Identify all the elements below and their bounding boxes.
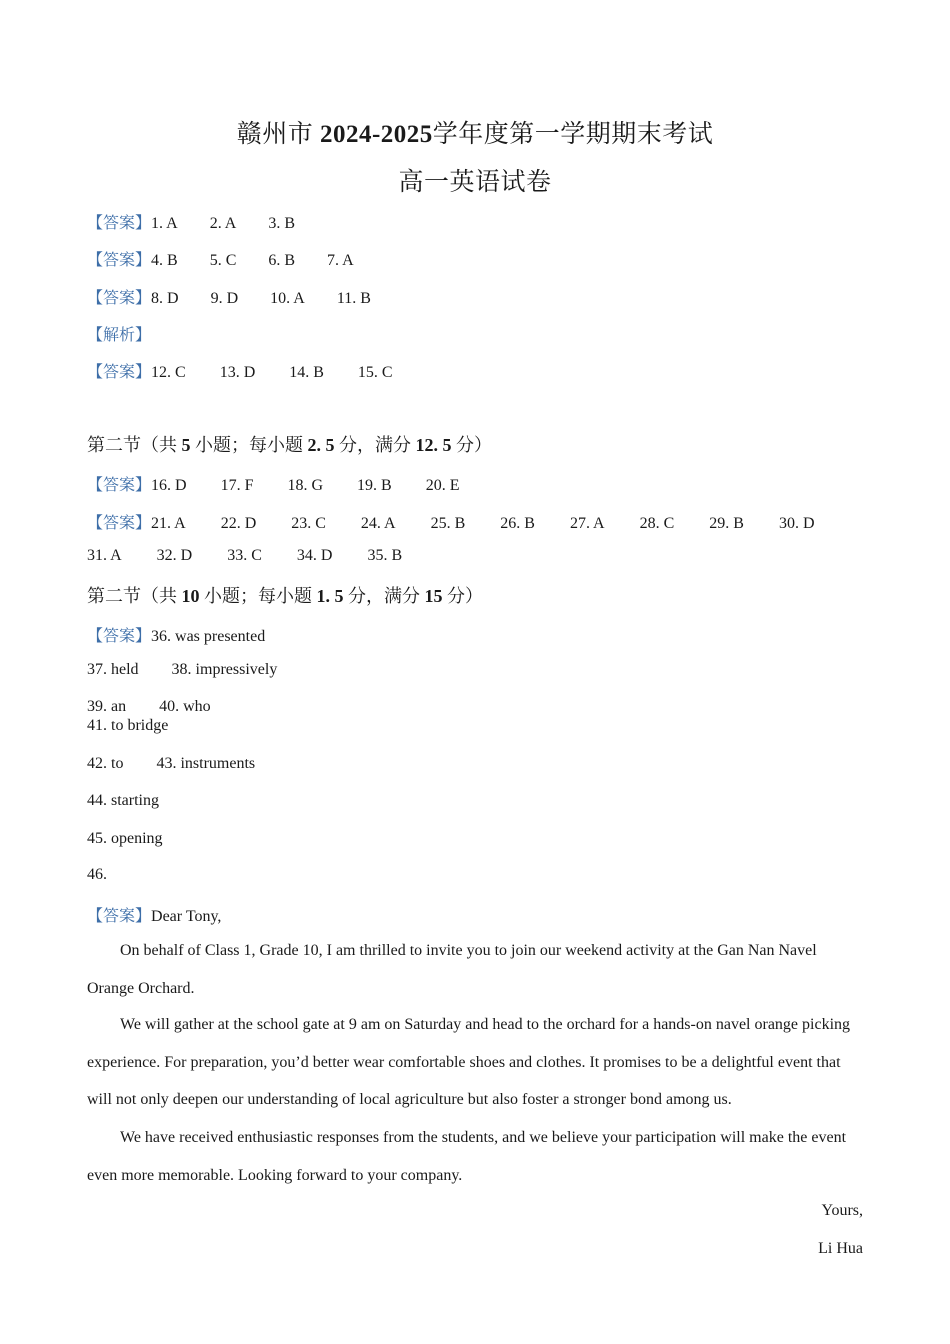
letter-greeting-row (87, 903, 221, 926)
answer-row-7 (87, 547, 402, 565)
answer-item: 13. D (219, 364, 256, 381)
answer-item: 7. A (327, 252, 354, 269)
answer-item: 18. G (287, 477, 324, 494)
answer-item: 2. A (209, 215, 237, 232)
answer-item: 36. was presented (151, 628, 266, 645)
answer-item: 25. B (430, 515, 466, 532)
answer-tag: 【答案】 (87, 515, 152, 532)
answer-tag: 【答案】 (87, 908, 152, 925)
answer-item: 35. B (367, 547, 403, 564)
answer-row-2 (87, 247, 354, 270)
answer-item: 28. C (639, 515, 675, 532)
section-score: 1. 5 (316, 586, 344, 606)
answer-item: 1. A (151, 215, 178, 232)
answer-item: 40. who (159, 698, 211, 715)
answer-tag: 【答案】 (87, 364, 152, 381)
section-heading-1 (87, 431, 492, 457)
analysis-row (87, 322, 151, 345)
section-text: 分） (456, 435, 492, 455)
answer-item: 38. impressively (171, 661, 278, 678)
answer-item: 43. instruments (156, 755, 256, 772)
section-text: 分） (447, 586, 483, 606)
title-year: 2024-2025 (319, 121, 433, 148)
answer-item: 33. C (227, 547, 262, 564)
answer-item: 32. D (156, 547, 193, 564)
answer-item: 16. D (151, 477, 187, 494)
exam-title (0, 114, 950, 150)
answer-row-6 (87, 510, 815, 533)
answer-item: 19. B (357, 477, 392, 494)
section-heading-2 (87, 582, 483, 608)
letter-closing: Yours, (821, 1202, 863, 1219)
answer-item: 42. to (87, 755, 124, 772)
title-city: 赣州市 (236, 121, 314, 148)
title-rest: 学年度第一学期期末考试 (432, 121, 714, 148)
answer-item: 12. C (151, 364, 186, 381)
section-text: 小题；每小题 (204, 586, 312, 606)
section-total: 12. 5 (415, 435, 452, 455)
answer-item: 6. B (268, 252, 296, 269)
grammar-row-1 (87, 623, 265, 646)
grammar-row-6: 44. starting (87, 792, 159, 809)
letter-paragraph-3: We have received enthusiastic responses from the students, and we believe your participation will make the event even more memorable. Looking forward to your company. (87, 1129, 847, 1184)
answer-tag: 【答案】 (87, 628, 152, 645)
exam-subtitle: 高一英语试卷 (398, 169, 552, 196)
answer-row-4 (87, 359, 393, 382)
answer-row-5 (87, 472, 460, 495)
answer-item: 10. A (270, 290, 305, 307)
letter-greeting: Dear Tony, (151, 908, 222, 925)
letter-paragraph-1: On behalf of Class 1, Grade 10, I am thrilled to invite you to join our weekend activity at the Gan Nan Navel Orange Orchard. (87, 942, 817, 997)
section-text: 分，满分 (348, 586, 420, 606)
answer-item: 4. B (151, 252, 178, 269)
answer-row-1 (87, 210, 295, 233)
answer-item: 27. A (569, 515, 605, 532)
section-text: 分，满分 (339, 435, 411, 455)
answer-item: 17. F (220, 477, 254, 494)
section-count: 5 (181, 435, 191, 455)
answer-item: 29. B (709, 515, 744, 532)
grammar-row-3 (87, 698, 211, 716)
grammar-row-8: 46. (87, 866, 107, 883)
answer-item: 34. D (296, 547, 333, 564)
grammar-row-5 (87, 755, 255, 773)
answer-tag: 【答案】 (87, 290, 152, 307)
section-text: 第二节（共 (87, 435, 177, 455)
answer-row-3 (87, 285, 371, 308)
analysis-tag: 【解析】 (87, 327, 152, 344)
answer-item: 37. held (87, 661, 139, 678)
answer-item: 24. A (360, 515, 396, 532)
grammar-row-2 (87, 661, 277, 679)
answer-item: 22. D (220, 515, 257, 532)
section-score: 2. 5 (307, 435, 335, 455)
answer-item: 11. B (336, 290, 371, 307)
answer-tag: 【答案】 (87, 477, 152, 494)
letter-paragraph-2: We will gather at the school gate at 9 am on Saturday and head to the orchard for a hands-on navel orange picking experience. For preparation, you’d better wear comfortable shoes and clothes. It promises to be a delightful event that will not only deepen our understanding of local agriculture but also foster a stronger bond among us. (87, 1016, 851, 1108)
grammar-row-4: 41. to bridge (87, 717, 169, 734)
answer-item: 5. C (209, 252, 237, 269)
grammar-row-7: 45. opening (87, 830, 163, 847)
answer-tag: 【答案】 (87, 215, 152, 232)
answer-item: 30. D (778, 515, 815, 532)
answer-item: 9. D (210, 290, 239, 307)
section-text: 小题；每小题 (195, 435, 303, 455)
answer-item: 23. C (291, 515, 326, 532)
section-count: 10 (181, 586, 200, 606)
answer-item: 14. B (289, 364, 324, 381)
answer-item: 26. B (500, 515, 535, 532)
letter-signature: Li Hua (818, 1240, 863, 1257)
section-text: 第二节（共 (87, 586, 177, 606)
answer-tag: 【答案】 (87, 252, 152, 269)
answer-item: 31. A (87, 547, 122, 564)
answer-item: 3. B (268, 215, 296, 232)
answer-item: 20. E (425, 477, 460, 494)
answer-item: 39. an (87, 698, 127, 715)
answer-item: 21. A (151, 515, 186, 532)
section-total: 15 (424, 586, 443, 606)
answer-item: 15. C (357, 364, 393, 381)
answer-item: 8. D (151, 290, 179, 307)
